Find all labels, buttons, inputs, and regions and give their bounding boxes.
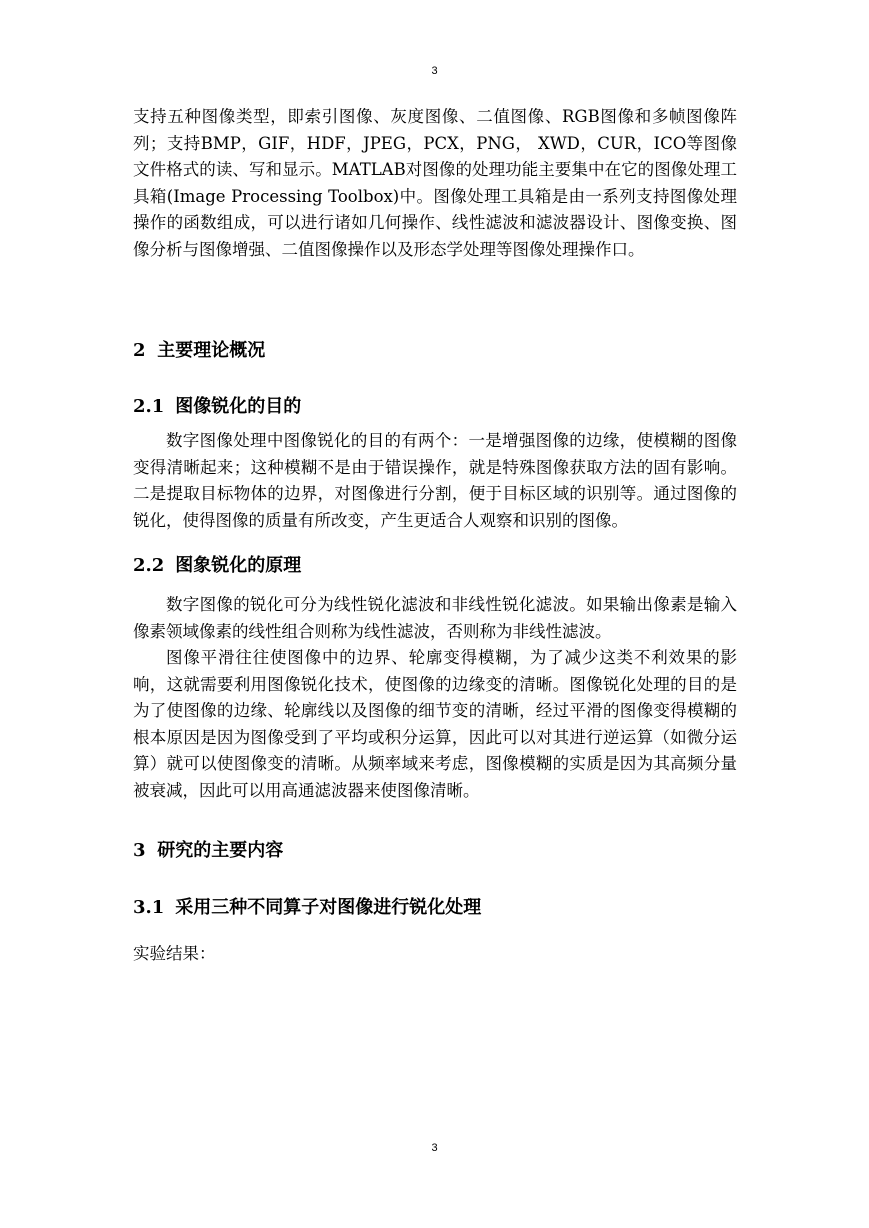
section-2-2-paragraph-1: 数字图像的锐化可分为线性锐化滤波和非线性锐化滤波。如果输出像素是输入像素领域像素的线性组合则称为线性滤波，否则称为非线性滤波。 bbox=[133, 595, 737, 641]
section-2-title: 主要理论概况 bbox=[157, 340, 266, 361]
page-number-top: 3 bbox=[431, 65, 438, 77]
section-2-1-paragraph: 数字图像处理中图像锐化的目的有两个：一是增强图像的边缘，使模糊的图像变得清晰起来；这种模糊不是由于错误操作，就是特殊图像获取方法的固有影响。二是提取目标物体的边界，对图像进行分割，便于目标区域的识别等。通过图像的锐化，使得图像的质量有所改变，产生更适合人观察和识别的图像。 bbox=[133, 431, 737, 530]
section-2-2-title: 图象锐化的原理 bbox=[175, 555, 302, 576]
section-2-1-heading bbox=[133, 394, 301, 420]
section-3-heading bbox=[133, 838, 283, 864]
section-2-2-heading bbox=[133, 553, 301, 579]
section-2-1-title: 图像锐化的目的 bbox=[175, 396, 302, 417]
intro-paragraph: 支持五种图像类型，即索引图像、灰度图像、二值图像、RGB图像和多帧图像阵列；支持BMP，GIF，HDF，JPEG，PCX，PNG， XWD，CUR，ICO等图像文件格式的读、写和显示。MATLAB对图像的处理功能主要集中在它的图像处理工具箱(Image Processing Toolbox)中。图像处理工具箱是由一系列支持图像处理操作的函数组成，可以进行诸如几何操作、线性滤波和滤波器设计、图像变换、图像分析与图像增强、二值图像操作以及形态学处理等图像处理操作口。 bbox=[133, 107, 737, 259]
section-2-2-number: 2.2 bbox=[133, 555, 165, 576]
section-3-1-title: 采用三种不同算子对图像进行锐化处理 bbox=[175, 897, 482, 918]
section-2-number: 2 bbox=[133, 340, 146, 361]
result-label: 实验结果： bbox=[133, 944, 216, 963]
section-2-2-paragraph-2: 图像平滑往往使图像中的边界、轮廓变得模糊，为了减少这类不利效果的影响，这就需要利用图像锐化技术，使图像的边缘变的清晰。图像锐化处理的目的是为了使图像的边缘、轮廓线以及图像的细节变的清晰，经过平滑的图像变得模糊的根本原因是因为图像受到了平均或积分运算，因此可以对其进行逆运算（如微分运算）就可以使图像变的清晰。从频率域来考虑，图像模糊的实质是因为其高频分量被衰减，因此可以用高通滤波器来使图像清晰。 bbox=[133, 648, 737, 800]
section-3-1-number: 3.1 bbox=[133, 897, 165, 918]
section-3-number: 3 bbox=[133, 840, 146, 861]
section-3-title: 研究的主要内容 bbox=[157, 840, 284, 861]
page-number-bottom: 3 bbox=[431, 1142, 438, 1154]
section-3-1-heading bbox=[133, 895, 481, 921]
section-2-1-number: 2.1 bbox=[133, 396, 165, 417]
section-2-heading bbox=[133, 338, 265, 364]
